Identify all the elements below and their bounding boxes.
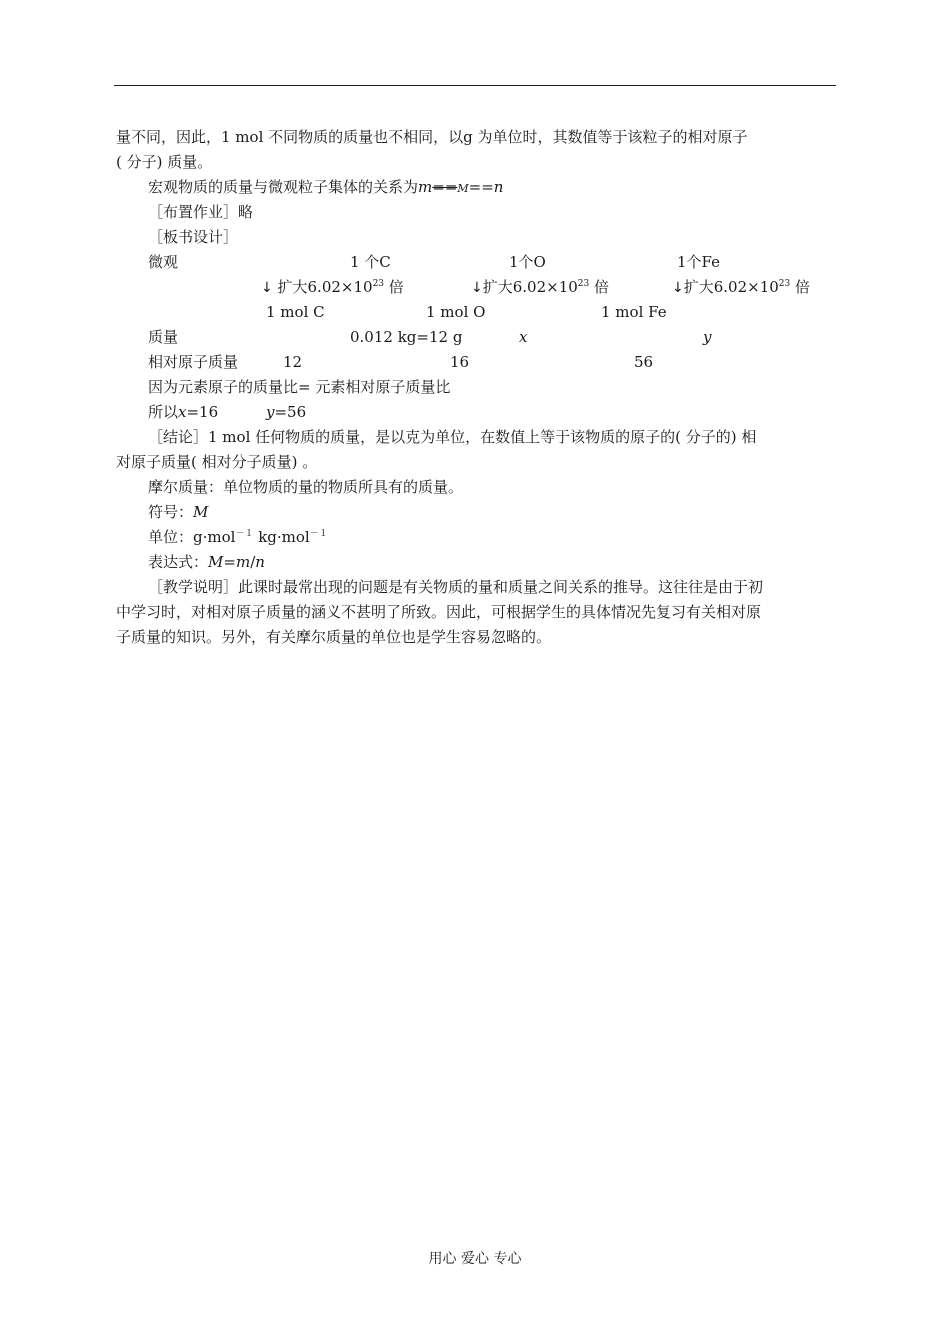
expression-line: 表达式：M=m/n bbox=[148, 553, 265, 571]
macro-eq2: == bbox=[468, 178, 494, 196]
homework-line: ［布置作业］略 bbox=[148, 203, 254, 221]
symbol-line: 符号：M bbox=[148, 503, 209, 521]
rel-12: 12 bbox=[283, 353, 303, 371]
down-arrow-icon: ↓ bbox=[471, 280, 483, 296]
molar-definition: 摩尔质量：单位物质的量的物质所具有的质量。 bbox=[148, 478, 464, 496]
note-line: ［教学说明］此课时最常出现的问题是有关物质的量和质量之间关系的推导。这往往是由于初 bbox=[148, 578, 764, 596]
conclusion-line: ［结论］1 mol 任何物质的质量，是以克为单位，在数值上等于该物质的原子的( 分子的) 相 bbox=[148, 428, 757, 446]
macro-relation bbox=[148, 177, 503, 199]
macro-fraction: ==M bbox=[432, 178, 469, 196]
paragraph-line: ( 分子) 质量。 bbox=[116, 153, 213, 171]
header-rule bbox=[114, 85, 836, 86]
mass-y: y bbox=[703, 328, 712, 346]
mol-o: 1 mol O bbox=[426, 303, 486, 321]
macro-n: n bbox=[493, 178, 504, 196]
expand-c: ↓ 扩大$6.02\times 10^{23}$ 倍 bbox=[261, 278, 404, 296]
mol-c: 1 mol C bbox=[266, 303, 325, 321]
expand-o: ↓扩大$6.02\times 10^{23}$ 倍 bbox=[471, 278, 610, 296]
macro-text: 宏观物质的质量与微观粒子集体的关系为 bbox=[148, 178, 419, 196]
page-footer: 用心 爱心 专心 bbox=[428, 1251, 522, 1267]
down-arrow-icon: ↓ bbox=[261, 280, 273, 296]
note-line: 中学习时，对相对原子质量的涵义不甚明了所致。因此，可根据学生的具体情况先复习有关相对原 bbox=[116, 603, 762, 621]
so-line: 所以x=16 bbox=[148, 403, 219, 421]
micro-c: 1 个C bbox=[350, 253, 391, 271]
rel-16: 16 bbox=[450, 353, 470, 371]
ratio-line: 因为元素原子的质量比= 元素相对原子质量比 bbox=[148, 378, 451, 396]
micro-o: 1个O bbox=[509, 253, 546, 271]
mass-c: 0.012 kg=12 g bbox=[350, 328, 463, 346]
note-line: 子质量的知识。另外，有关摩尔质量的单位也是学生容易忽略的。 bbox=[116, 628, 552, 646]
so-y: y=56 bbox=[266, 403, 307, 421]
paragraph-line: 量不同，因此，1 mol 不同物质的质量也不相同，以g 为单位时，其数值等于该粒子的相对原子 bbox=[116, 128, 748, 146]
down-arrow-icon: ↓ bbox=[672, 280, 684, 296]
conclusion-line: 对原子质量( 相对分子质量) 。 bbox=[116, 453, 318, 471]
micro-label: 微观 bbox=[148, 253, 179, 271]
board-title: ［板书设计］ bbox=[148, 228, 239, 246]
mass-label: 质量 bbox=[148, 328, 179, 346]
micro-fe: 1个Fe bbox=[677, 253, 721, 271]
macro-m: m bbox=[418, 178, 433, 196]
unit-line: 单位：g·mol$^{-1}$ kg·mol$^{-1}$ bbox=[148, 528, 328, 546]
mol-fe: 1 mol Fe bbox=[601, 303, 667, 321]
rel-56: 56 bbox=[634, 353, 654, 371]
expand-fe: ↓扩大$6.02\times 10^{23}$ 倍 bbox=[672, 278, 811, 296]
rel-label: 相对原子质量 bbox=[148, 353, 239, 371]
mass-x: x bbox=[519, 328, 528, 346]
